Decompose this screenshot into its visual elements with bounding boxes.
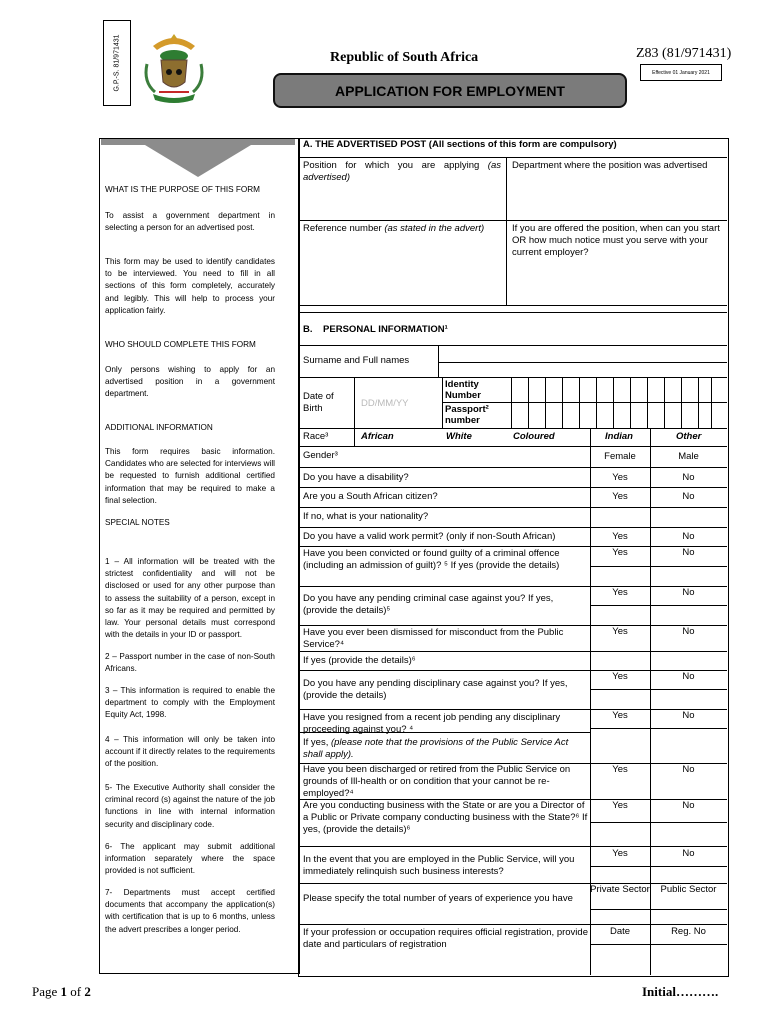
nationality-field[interactable] <box>591 508 726 526</box>
reference-field[interactable] <box>299 240 505 304</box>
business-details-field[interactable] <box>591 823 726 845</box>
note-4: 4 – This information will only be taken into account if it directly relates to the requirements of the position. <box>105 735 275 769</box>
resigned-note: If yes, (please note that the provisions of the Public Service Act shall apply). <box>303 737 569 760</box>
who-text: Only persons wishing to apply for an advertised position in a government department. <box>105 365 275 399</box>
additional-heading: ADDITIONAL INFORMATION <box>105 423 213 432</box>
pending-disciplinary-yes[interactable]: Yes <box>612 671 628 682</box>
note-7: 7- Departments must accept certified documents that accompany the application(s) with certification that is up to 6 months, unless the advert prescribes a longer period. <box>105 888 275 934</box>
race-label: Race³ <box>303 431 329 442</box>
id-number-label: Identity Number <box>445 379 481 401</box>
business-no[interactable]: No <box>682 800 695 811</box>
race-white[interactable]: White <box>446 431 472 442</box>
effective-date-box <box>640 64 722 81</box>
additional-text: This form requires basic information. Candidates who are selected for interviews will be requested to furnish additional certified information that may be required to make a final selection. <box>105 447 275 505</box>
arrow-down-icon <box>101 139 295 177</box>
special-notes-heading: SPECIAL NOTES <box>105 518 170 527</box>
disability-yes[interactable]: Yes <box>612 472 628 483</box>
registration-date-field[interactable] <box>591 945 649 973</box>
section-b-title: B. PERSONAL INFORMATION¹ <box>303 324 448 335</box>
convicted-question: Have you been convicted or found guilty of a criminal offence (including an admission of guilt)? ⁵ If yes (provide the details) <box>303 548 560 571</box>
form-title: APPLICATION FOR EMPLOYMENT <box>335 82 565 99</box>
race-coloured[interactable]: Coloured <box>513 431 555 442</box>
private-sector-years-field[interactable] <box>591 910 649 923</box>
note-2: 2 – Passport number in the case of non-South Africans. <box>105 652 275 674</box>
registration-number-field[interactable] <box>651 945 726 973</box>
dismissed-yes[interactable]: Yes <box>612 626 628 637</box>
dob-field[interactable]: DD/MM/YY <box>361 398 409 409</box>
note-5: 5- The Executive Authority shall consider the criminal record (s) against the nature of the job functions in line with internal information security and disciplinary code. <box>105 783 275 829</box>
registration-date-label: Date <box>609 926 631 937</box>
relinquish-question: In the event that you are employed in the Public Service, will you immediately relinquish such business interests? <box>303 854 575 877</box>
form-title-bar <box>273 73 627 108</box>
discharged-question: Have you been discharged or retired from the Public Service on grounds of Ill-health or on condition that your cannot be re-employed?⁴ <box>303 764 571 799</box>
business-question: Are you conducting business with the State or are you a Director of a Public or Private company conducting business with the State?⁶ If yes, (provide the details)⁶ <box>303 800 588 835</box>
disability-question: Do you have a disability? <box>303 472 409 483</box>
pending-disciplinary-no[interactable]: No <box>682 671 695 682</box>
who-heading: WHO SHOULD COMPLETE THIS FORM <box>105 340 256 349</box>
business-yes[interactable]: Yes <box>612 800 628 811</box>
dismissed-no[interactable]: No <box>682 626 695 637</box>
pending-criminal-details-field[interactable] <box>591 606 726 624</box>
experience-question: Please specify the total number of years of experience you have <box>303 893 573 904</box>
race-african[interactable]: African <box>361 431 394 442</box>
note-1: 1 – All information will be treated with the strictest confidentiality and will not be disclosed or used for any other purpose than to assess the suitability of a person, except in so far as it may be required and permitted by law. Your personal details must correspond with the details in your ID or passport. <box>105 557 275 640</box>
discharged-yes[interactable]: Yes <box>612 764 628 775</box>
pending-disciplinary-details-field[interactable] <box>591 690 726 708</box>
resigned-no[interactable]: No <box>682 710 695 721</box>
permit-question: Do you have a valid work permit? (only if non-South African) <box>303 531 556 542</box>
dismissed-question: Have you ever been dismissed for misconduct from the Public Service?⁴ <box>303 627 564 650</box>
dob-label: Date of Birth <box>303 391 334 414</box>
relinquish-yes[interactable]: Yes <box>612 848 628 859</box>
note-6: 6- The applicant may submit additional information separately where the space provided is not sufficient. <box>105 842 275 876</box>
position-label: Position for which you are applying (as advertised) <box>303 160 501 183</box>
gps-code-box <box>103 20 131 106</box>
public-sector-years-field[interactable] <box>651 910 726 923</box>
pending-criminal-question: Do you have any pending criminal case against you? If yes, (provide the details)⁵ <box>303 593 554 616</box>
notice-field[interactable] <box>507 262 726 304</box>
initial-field[interactable]: Initial………. <box>642 984 719 999</box>
permit-yes[interactable]: Yes <box>612 531 628 542</box>
dismissed-details-label: If yes (provide the details)⁶ <box>303 655 416 666</box>
passport-field[interactable] <box>512 403 726 427</box>
note-3: 3 – This information is required to enable the department to comply with the Employment Equity Act, 1998. <box>105 686 275 720</box>
citizen-yes[interactable]: Yes <box>612 491 628 502</box>
dismissed-details-field[interactable] <box>591 652 726 669</box>
gender-female[interactable]: Female <box>604 451 636 462</box>
department-field[interactable] <box>507 186 726 218</box>
id-number-field[interactable] <box>512 378 726 401</box>
gender-label: Gender³ <box>303 450 338 461</box>
page-number: Page 1 of 2 <box>32 984 91 999</box>
pending-criminal-no[interactable]: No <box>682 587 695 598</box>
disability-no[interactable]: No <box>682 472 695 483</box>
passport-label: Passport² number <box>445 404 489 426</box>
permit-no[interactable]: No <box>682 531 695 542</box>
convicted-no[interactable]: No <box>682 547 695 558</box>
registration-question: If your profession or occupation requires official registration, provide date and particulars of registration <box>303 927 588 950</box>
race-indian[interactable]: Indian <box>605 431 633 442</box>
country-name: Republic of South Africa <box>330 50 479 65</box>
effective-date: Effective 01 January 2021 <box>652 69 710 76</box>
surname-field[interactable] <box>439 346 726 376</box>
purpose-detail: This form may be used to identify candidates to be interviewed. You need to fill in all sections of this form completely, accurately and legibly. This will help to process your application fairly. <box>105 257 275 315</box>
citizen-question: Are you a South African citizen? <box>303 491 438 502</box>
surname-label: Surname and Full names <box>303 355 410 366</box>
coat-of-arms-icon <box>133 30 215 106</box>
department-label: Department where the position was advertised <box>512 160 708 171</box>
resigned-yes[interactable]: Yes <box>612 710 628 721</box>
registration-number-label: Reg. No <box>671 926 706 937</box>
convicted-details-field[interactable] <box>591 567 726 585</box>
gps-code: G.P.-S. 81/971431 <box>113 34 121 92</box>
resigned-question: Have you resigned from a recent job pending any disciplinary proceeding against you? ⁴ <box>303 712 561 735</box>
private-sector-label: Private Sector <box>590 884 650 895</box>
pending-disciplinary-question: Do you have any pending disciplinary case against you? If yes, (provide the details) <box>303 678 568 701</box>
reference-label: Reference number (as stated in the advert) <box>303 223 485 234</box>
convicted-yes[interactable]: Yes <box>612 547 628 558</box>
purpose-heading: WHAT IS THE PURPOSE OF THIS FORM <box>105 185 260 194</box>
form-code: Z83 (81/971431) <box>636 46 732 61</box>
notice-label: If you are offered the position, when can you start OR how much notice must you serve with your current employer? <box>512 223 720 258</box>
section-a-title: A. THE ADVERTISED POST (All sections of this form are compulsory) <box>303 139 617 150</box>
position-field[interactable] <box>299 186 505 218</box>
public-sector-label: Public Sector <box>660 884 717 895</box>
relinquish-no[interactable]: No <box>682 848 695 859</box>
citizen-no[interactable]: No <box>682 491 695 502</box>
discharged-no[interactable]: No <box>682 764 695 775</box>
race-other[interactable]: Other <box>676 431 702 442</box>
purpose-text: To assist a government department in selecting a person for an advertised post. <box>105 211 275 233</box>
pending-criminal-yes[interactable]: Yes <box>612 587 628 598</box>
resigned-details-field[interactable] <box>591 729 726 762</box>
nationality-question: If no, what is your nationality? <box>303 511 429 522</box>
gender-male[interactable]: Male <box>678 451 699 462</box>
